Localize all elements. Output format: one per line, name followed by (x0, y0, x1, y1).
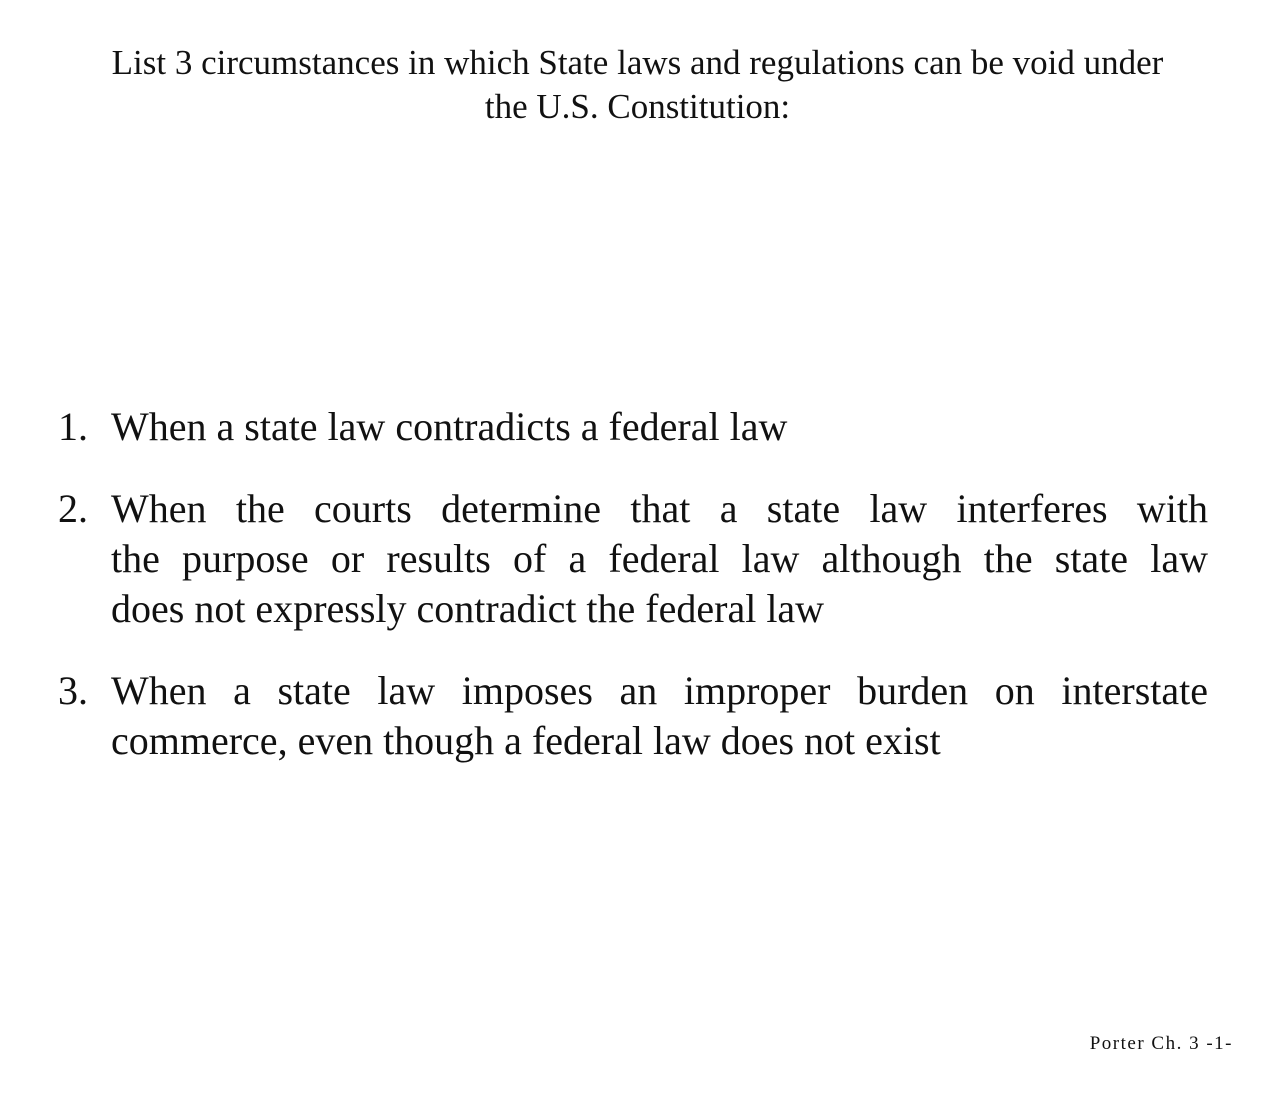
list-item-line: When the courts determine that a state law interferes with (111, 486, 1208, 531)
list-item-line: the purpose or results of a federal law although the state law (111, 536, 1208, 581)
list-item-number: 1. (58, 404, 88, 449)
list-item-line: does not expressly contradict the federal law (111, 586, 825, 631)
list-item-text (111, 666, 1208, 766)
question-line-1: List 3 circumstances in which State laws and regulations can be void under (111, 43, 1164, 82)
list-item-line: When a state law imposes an improper burden on interstate (111, 668, 1208, 713)
page-footer: Porter Ch. 3 -1- (1089, 1033, 1233, 1054)
list-item-number: 3. (58, 668, 88, 713)
list-item-2 (58, 484, 1208, 634)
list-item-3 (58, 666, 1208, 766)
question-prompt (0, 41, 1275, 129)
list-item-text (111, 402, 1208, 452)
answer-list (58, 402, 1208, 766)
list-item-line: When a state law contradicts a federal law (111, 404, 788, 449)
list-item-text (111, 484, 1208, 634)
question-line-2: the U.S. Constitution: (484, 87, 791, 126)
list-item-line: commerce, even though a federal law does not exist (111, 718, 941, 763)
list-item-number: 2. (58, 486, 88, 531)
list-item-1 (58, 402, 1208, 452)
